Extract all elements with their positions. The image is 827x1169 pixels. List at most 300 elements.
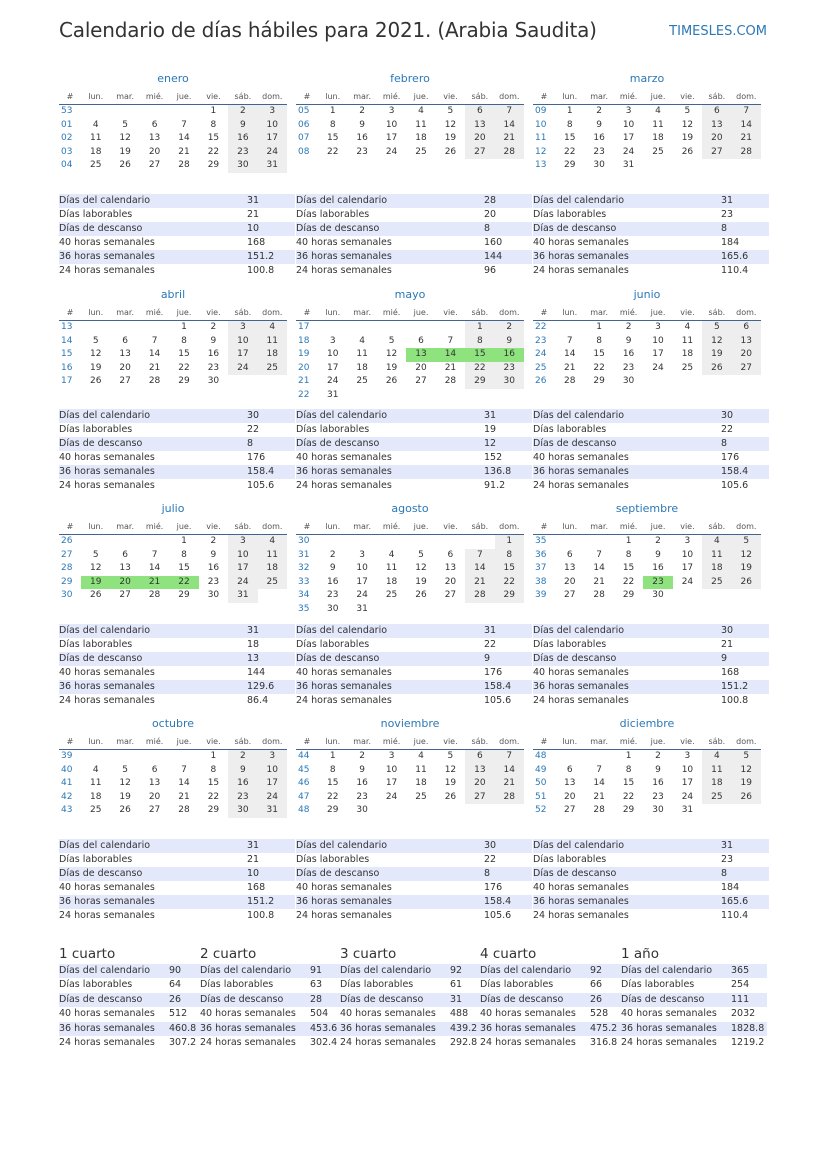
stat-label: 40 horas semanales [59, 667, 155, 678]
day-cell: 31 [326, 389, 339, 400]
day-cell: 9 [625, 335, 632, 346]
stat-value: 488 [450, 1008, 469, 1020]
stat-row [296, 638, 532, 652]
stat-value: 22 [721, 424, 734, 435]
day-cell: 8 [210, 119, 217, 130]
stat-label: 36 horas semanales [59, 1022, 155, 1034]
stat-value: 91.2 [484, 480, 506, 491]
day-cell: 18 [415, 133, 427, 143]
weekday-header: sáb. [702, 306, 731, 321]
week-number-header: # [59, 520, 81, 535]
stat-row [296, 194, 532, 208]
weekday-header: dom. [732, 90, 761, 105]
day-cell: 25 [652, 146, 664, 157]
day-cell: 12 [385, 349, 398, 359]
week-number-header: # [533, 735, 555, 750]
day-cell [495, 389, 524, 403]
day-cell: 2 [495, 321, 524, 335]
week-number: 18 [298, 335, 310, 346]
stat-value: 168 [247, 237, 266, 248]
stat-label: Días de descanso [59, 223, 143, 234]
day-cell: 17 [258, 777, 287, 791]
day-cell: 16 [622, 349, 635, 359]
day-cell: 20 [732, 348, 761, 362]
week-number: 48 [535, 751, 547, 761]
day-cell: 10 [228, 335, 257, 349]
day-cell [673, 159, 702, 173]
day-cell: 11 [415, 764, 427, 775]
stat-row [296, 479, 532, 493]
stat-row [59, 624, 295, 638]
stat-value: 316.8 [590, 1036, 618, 1048]
month-stats-mayo [296, 409, 532, 493]
stat-value: 110.4 [721, 910, 749, 921]
stat-value: 302.4 [310, 1036, 338, 1048]
stat-value: 28 [484, 195, 497, 206]
stat-row [59, 409, 295, 423]
day-cell: 28 [495, 791, 524, 805]
stat-value: 9 [484, 653, 491, 664]
day-cell: 2 [359, 106, 365, 116]
day-cell: 10 [652, 335, 664, 346]
week-number: 29 [61, 576, 73, 587]
day-cell: 5 [92, 335, 99, 346]
day-cell: 16 [228, 132, 257, 146]
day-cell [702, 589, 731, 603]
stat-row [59, 423, 295, 437]
day-cell: 3 [684, 536, 691, 546]
stat-value: 90 [169, 965, 182, 976]
day-cell [169, 105, 198, 119]
day-cell: 26 [385, 376, 398, 386]
stat-row [533, 853, 769, 867]
week-number: 38 [535, 576, 547, 587]
week-number: 01 [61, 119, 73, 130]
day-cell: 19 [681, 133, 694, 143]
day-cell: 11 [681, 335, 694, 346]
stat-label: Días de descanso [59, 993, 143, 1005]
day-cell: 13 [702, 119, 731, 133]
quarter-title: 3 cuarto [340, 946, 397, 962]
day-cell: 8 [181, 335, 187, 346]
day-cell: 27 [465, 791, 494, 805]
stat-row [533, 694, 769, 708]
week-number-header: # [296, 735, 318, 750]
stat-label: 36 horas semanales [480, 1022, 576, 1034]
stat-label: Días del calendario [340, 965, 432, 976]
month-stats-abril [59, 409, 295, 493]
week-number-header: # [296, 90, 318, 105]
day-cell: 1 [566, 106, 573, 116]
day-cell: 5 [122, 119, 128, 130]
day-cell: 25 [385, 590, 398, 600]
day-cell: 29 [622, 590, 635, 600]
stat-label: 40 horas semanales [59, 237, 155, 248]
day-cell [406, 321, 435, 335]
day-cell: 11 [258, 335, 287, 349]
day-cell [81, 750, 110, 764]
month-julio [59, 502, 287, 603]
quarter-stat-row [621, 993, 765, 1007]
day-cell [81, 535, 110, 549]
stat-label: 36 horas semanales [533, 251, 629, 262]
stat-label: Días laborables [621, 979, 695, 991]
day-cell: 20 [702, 132, 731, 146]
day-cell: 20 [119, 362, 131, 373]
day-cell: 1 [625, 536, 632, 546]
stat-label: 36 horas semanales [533, 466, 629, 477]
day-cell: 15 [495, 562, 524, 576]
week-number: 50 [535, 778, 547, 788]
weekday-header: jue. [643, 90, 672, 105]
weekday-header: dom. [732, 735, 761, 750]
day-cell [555, 750, 584, 764]
day-cell [406, 389, 435, 403]
weekday-header: mié. [377, 90, 406, 105]
stat-label: 24 horas semanales [480, 1036, 576, 1048]
weekday-header: mar. [347, 306, 376, 321]
week-number: 30 [298, 536, 310, 546]
day-cell: 30 [652, 805, 664, 815]
day-cell: 17 [385, 778, 398, 788]
day-cell: 9 [596, 119, 602, 130]
day-cell: 1 [329, 751, 336, 761]
quarter-stat-row [340, 1007, 484, 1021]
stat-label: 24 horas semanales [296, 480, 392, 491]
month-stats-junio [533, 409, 769, 493]
stat-value: 151.2 [247, 896, 275, 907]
weekday-header: jue. [643, 735, 672, 750]
day-cell: 17 [681, 778, 694, 788]
day-cell [673, 375, 702, 389]
month-junio [533, 288, 761, 389]
month-name: octubre [151, 717, 195, 730]
stat-row [533, 264, 769, 278]
day-cell: 18 [385, 576, 398, 587]
site-link[interactable]: TIMESLES.COM [669, 24, 767, 39]
quarter-stat-row [480, 978, 624, 992]
day-cell: 9 [228, 119, 257, 133]
stat-label: 24 horas semanales [296, 910, 392, 921]
day-cell: 28 [465, 589, 494, 603]
weekday-header: mar. [584, 306, 613, 321]
stat-row [533, 839, 769, 853]
day-cell: 16 [326, 576, 339, 587]
day-cell: 23 [228, 146, 257, 160]
day-cell [673, 589, 702, 603]
day-cell: 21 [495, 777, 524, 791]
day-cell: 8 [329, 119, 336, 130]
stat-row [533, 867, 769, 881]
day-cell: 6 [465, 750, 494, 764]
day-cell: 25 [89, 805, 102, 815]
day-cell: 2 [625, 322, 632, 332]
month-name: noviembre [380, 717, 440, 730]
quarter-stat-row [480, 1022, 624, 1036]
stat-label: 24 horas semanales [533, 695, 629, 706]
weekday-header: dom. [732, 520, 761, 535]
stat-value: 9 [721, 653, 728, 664]
stat-value: 152 [484, 452, 503, 463]
stat-value: 23 [721, 209, 734, 220]
stat-label: 40 horas semanales [533, 882, 629, 893]
weekday-header: dom. [495, 735, 524, 750]
weekday-header: jue. [643, 306, 672, 321]
stat-row [296, 624, 532, 638]
day-cell: 27 [563, 805, 576, 815]
day-cell: 12 [89, 563, 102, 573]
day-cell [732, 375, 761, 389]
day-cell: 24 [385, 146, 398, 157]
weekday-header: vie. [199, 520, 228, 535]
day-cell: 7 [732, 105, 761, 119]
stat-label: 40 horas semanales [200, 1008, 296, 1020]
day-cell: 20 [465, 132, 494, 146]
stat-label: Días laborables [296, 854, 370, 865]
week-number: 26 [61, 536, 73, 546]
day-cell [406, 804, 435, 818]
day-cell: 14 [465, 562, 494, 576]
day-cell: 15 [622, 563, 635, 573]
day-cell [702, 804, 731, 818]
stat-row [533, 652, 769, 666]
day-cell: 1 [495, 535, 524, 549]
day-cell: 21 [148, 362, 161, 373]
week-number: 53 [61, 106, 73, 116]
stat-label: 40 horas semanales [296, 237, 392, 248]
week-number-header: # [59, 90, 81, 105]
stat-label: Días laborables [296, 424, 370, 435]
week-number-header: # [533, 306, 555, 321]
weekday-header: mar. [584, 520, 613, 535]
holiday-day-cell: 13 [406, 348, 435, 362]
stat-value: 100.8 [247, 265, 275, 276]
day-cell: 3 [388, 751, 395, 761]
day-cell: 21 [495, 132, 524, 146]
day-cell [406, 603, 435, 617]
day-cell: 15 [207, 133, 220, 143]
day-cell: 29 [622, 805, 635, 815]
month-stats-septiembre [533, 624, 769, 708]
day-cell: 29 [495, 589, 524, 603]
day-cell: 12 [681, 119, 694, 130]
day-cell: 31 [681, 805, 694, 815]
day-cell: 29 [593, 376, 605, 386]
day-cell: 14 [178, 133, 190, 143]
day-cell: 1 [210, 751, 217, 761]
day-cell: 15 [207, 778, 220, 788]
stat-row [296, 409, 532, 423]
stat-row [296, 236, 532, 250]
stat-value: 176 [484, 882, 503, 893]
weekday-header: vie. [673, 306, 702, 321]
day-cell: 8 [625, 549, 632, 560]
week-number: 46 [298, 778, 310, 788]
week-number: 17 [298, 322, 310, 332]
stat-row [59, 250, 295, 264]
month-stats-octubre [59, 839, 295, 923]
month-name: enero [157, 72, 189, 85]
day-cell: 12 [702, 335, 731, 349]
day-cell [377, 603, 406, 617]
stat-row [59, 909, 295, 923]
stat-value: 96 [484, 265, 497, 276]
day-cell: 23 [622, 362, 635, 373]
month-stats-diciembre [533, 839, 769, 923]
stat-row [59, 638, 295, 652]
stat-value: 31 [247, 195, 260, 206]
day-cell: 23 [228, 791, 257, 805]
day-cell: 10 [385, 764, 398, 775]
week-number-header: # [296, 306, 318, 321]
holiday-day-cell: 20 [110, 576, 139, 590]
day-cell: 17 [326, 362, 339, 373]
stat-value: 460.8 [169, 1022, 197, 1034]
day-cell: 29 [207, 160, 220, 170]
stat-value: 64 [169, 979, 182, 991]
weekday-header: mar. [584, 90, 613, 105]
day-cell [258, 375, 287, 389]
month-name: julio [161, 502, 185, 515]
day-cell: 30 [326, 603, 339, 614]
stat-row [533, 479, 769, 493]
stat-label: Días del calendario [533, 840, 625, 851]
day-cell [377, 389, 406, 403]
day-cell: 14 [495, 764, 524, 778]
weekday-header: mié. [614, 90, 643, 105]
weekday-header: dom. [258, 90, 287, 105]
day-cell: 5 [447, 106, 454, 116]
stat-label: 40 horas semanales [59, 882, 155, 893]
day-cell: 3 [684, 751, 691, 761]
weekday-header: lun. [81, 520, 110, 535]
stat-value: 105.6 [247, 480, 275, 491]
stat-label: 24 horas semanales [59, 480, 155, 491]
day-cell [377, 804, 406, 818]
stat-value: 26 [590, 993, 603, 1005]
day-cell [732, 589, 761, 603]
day-cell: 23 [593, 146, 605, 157]
stat-label: 24 horas semanales [340, 1036, 436, 1048]
day-cell: 13 [465, 119, 494, 133]
day-cell: 27 [119, 590, 131, 600]
day-cell: 6 [122, 335, 128, 346]
day-cell: 14 [563, 349, 576, 359]
stat-row [533, 208, 769, 222]
stat-label: Días del calendario [59, 965, 151, 976]
day-cell: 20 [415, 362, 427, 373]
stat-row [296, 867, 532, 881]
day-cell: 18 [258, 562, 287, 576]
weekday-header: sáb. [465, 306, 494, 321]
day-cell: 12 [732, 764, 761, 778]
stat-row [59, 694, 295, 708]
day-cell: 25 [356, 376, 368, 386]
day-cell: 19 [444, 133, 457, 143]
stat-row [59, 666, 295, 680]
weekday-header: mar. [110, 520, 139, 535]
quarter-stat-row [200, 1022, 344, 1036]
day-cell: 4 [418, 106, 424, 116]
stat-label: Días laborables [59, 979, 133, 991]
day-cell [465, 535, 494, 549]
stat-value: 158.4 [247, 466, 275, 477]
stat-value: 30 [721, 410, 734, 421]
week-number: 13 [61, 322, 73, 332]
day-cell [495, 603, 524, 617]
day-cell: 11 [702, 549, 731, 563]
day-cell: 4 [655, 106, 661, 116]
weekday-header: mar. [110, 306, 139, 321]
day-cell [258, 589, 287, 603]
day-cell: 8 [210, 764, 217, 775]
week-number: 14 [61, 335, 73, 346]
stat-label: Días del calendario [296, 410, 388, 421]
stat-value: 92 [450, 965, 463, 976]
holiday-day-cell: 21 [140, 576, 169, 590]
stat-value: 292.8 [450, 1036, 478, 1048]
day-cell: 25 [258, 362, 287, 376]
day-cell: 4 [418, 751, 424, 761]
day-cell: 14 [593, 563, 605, 573]
day-cell: 10 [356, 563, 368, 573]
day-cell: 17 [228, 562, 257, 576]
day-cell: 1 [329, 106, 336, 116]
day-cell: 10 [622, 119, 635, 130]
day-cell: 15 [563, 133, 576, 143]
day-cell: 2 [228, 105, 257, 119]
day-cell: 19 [732, 562, 761, 576]
stat-row [59, 236, 295, 250]
stat-label: Días de descanso [296, 223, 380, 234]
holiday-day-cell: 19 [81, 576, 110, 590]
day-cell: 11 [702, 764, 731, 778]
stat-row [296, 881, 532, 895]
stat-row [533, 624, 769, 638]
day-cell: 30 [207, 590, 220, 600]
quarter-summary [59, 946, 203, 1050]
week-number: 22 [535, 322, 547, 332]
day-cell [318, 321, 347, 335]
week-number: 52 [535, 805, 547, 815]
stat-value: 512 [169, 1008, 188, 1020]
day-cell: 24 [652, 362, 664, 373]
week-number: 43 [61, 805, 73, 815]
day-cell: 13 [732, 335, 761, 349]
day-cell: 16 [207, 349, 220, 359]
day-cell [584, 535, 613, 549]
day-cell: 12 [89, 349, 102, 359]
day-cell: 27 [415, 376, 427, 386]
stat-value: 176 [247, 452, 266, 463]
stat-row [59, 194, 295, 208]
week-number: 15 [61, 349, 73, 359]
day-cell: 9 [228, 764, 257, 778]
day-cell [140, 750, 169, 764]
day-cell: 9 [655, 764, 661, 775]
day-cell: 1 [625, 751, 632, 761]
day-cell: 24 [228, 362, 257, 376]
day-cell: 19 [702, 348, 731, 362]
stat-value: 365 [731, 965, 750, 976]
weekday-header: mié. [140, 306, 169, 321]
stat-label: 24 horas semanales [621, 1036, 717, 1048]
day-cell: 4 [388, 549, 395, 560]
week-number: 35 [535, 536, 547, 546]
weekday-header: vie. [436, 520, 465, 535]
day-cell: 30 [228, 804, 257, 818]
day-cell [377, 535, 406, 549]
